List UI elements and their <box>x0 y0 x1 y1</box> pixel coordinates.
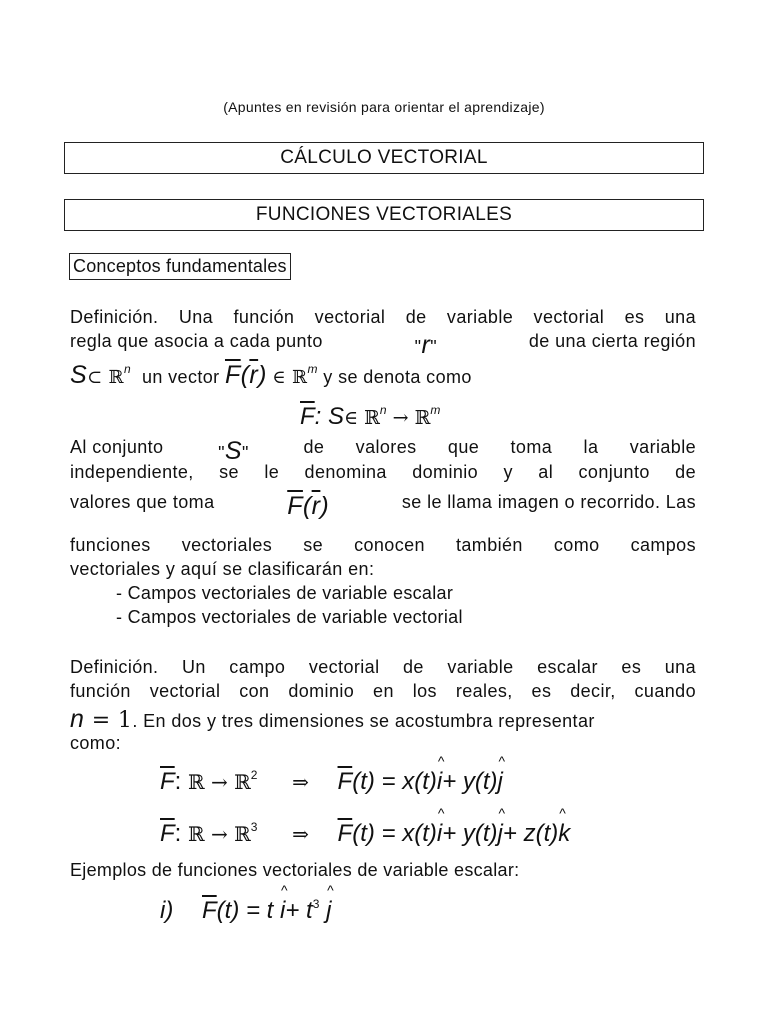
mapping-equation: $\overline{F}$: S∈ ℝ$^n$ → ℝ$^m$ <box>300 403 441 430</box>
def2-line2: función vectorial con dominio en los reales, es decir, cuando <box>70 681 696 701</box>
def2-line3-b: . En dos y tres dimensiones se acostumbra representar <box>132 711 595 731</box>
equation-2d: $\overline{F}$: ℝ → ℝ$^2$ ⇒ $\overline{F}(t)$ = x(t)^ i+ y(t)^ j <box>160 768 503 796</box>
def1-line3-b: y se denota como <box>323 367 472 387</box>
examples-heading: Ejemplos de funciones vectoriales de variable escalar: <box>70 860 520 880</box>
bullet-item-1: - Campos vectoriales de variable escalar <box>116 583 454 603</box>
def2-line4: como: <box>70 733 122 753</box>
def1-line2 <box>70 331 696 360</box>
bullet-item-2: - Campos vectoriales de variable vectorial <box>116 607 463 627</box>
def1-line3: S⊂ ℝ$^n$ un vector $\overline{F}(\overline{r})$ ∈ ℝ$^m$ y se denota como <box>70 361 472 389</box>
para1-line1-a: Al conjunto <box>70 437 164 457</box>
equation-3d: $\overline{F}$: ℝ → ℝ$^3$ ⇒ $\overline{F}(t)$ = x(t)^ i+ y(t)^ j+ z(t)^ k <box>160 820 570 848</box>
def1-line1: Definición. Una función vectorial de variable vectorial es una <box>70 307 696 327</box>
def2-line3: n = 1. En dos y tres dimensiones se acostumbra representar <box>70 705 595 733</box>
para1-line3-a: valores que toma <box>70 492 215 512</box>
para1-line2: independiente, se le denomina dominio y al conjunto de <box>70 462 696 482</box>
para1-line4: funciones vectoriales se conocen también como campos <box>70 535 696 555</box>
para1-set-s: "S" <box>218 437 249 465</box>
header-note: (Apuntes en revisión para orientar el aprendizaje) <box>223 99 545 115</box>
def1-line2-a: regla que asocia a cada punto <box>70 331 323 351</box>
para1-line5: vectoriales y aquí se clasificarán en: <box>70 559 375 579</box>
para1-line1-b: de valores que toma la variable <box>303 437 696 457</box>
main-title: CÁLCULO VECTORIAL <box>64 142 704 174</box>
para1-line3 <box>70 492 696 521</box>
def1-line3-a: un vector <box>141 367 220 387</box>
section-title: FUNCIONES VECTORIALES <box>64 199 704 231</box>
n-equals-one-math: n <box>70 705 85 733</box>
def2-line1: Definición. Un campo vectorial de variable escalar es una <box>70 657 696 677</box>
def1-line2-b: de una cierta región <box>528 331 696 351</box>
para1-line3-b: se le llama imagen o recorrido. Las <box>401 492 696 512</box>
example-i: i) $\overline{F}(t) = t$ ^ $i+ t^3$ ^ j <box>160 897 331 925</box>
set-s-math: S <box>70 361 88 389</box>
def1-point-r: "r" <box>414 331 437 359</box>
subsection-heading: Conceptos fundamentales <box>69 253 291 280</box>
example-label: i) <box>160 897 174 924</box>
vector-f-math: $\overline{F}(\overline{r})$ <box>224 361 267 389</box>
image-f-math: $\overline{F}(\overline{r})$ <box>287 492 330 520</box>
